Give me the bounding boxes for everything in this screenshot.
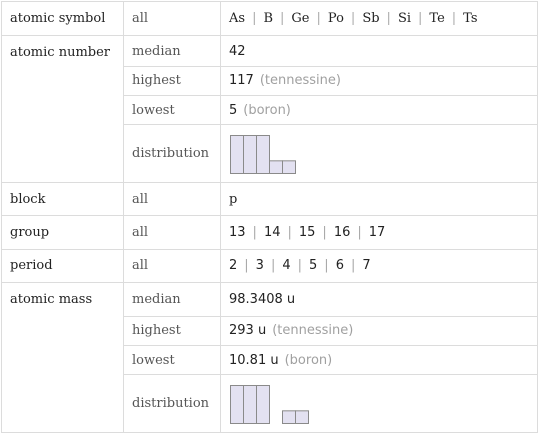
histogram-bar — [231, 385, 244, 423]
value-cell — [221, 96, 538, 125]
property-label: atomic mass — [10, 292, 93, 308]
subproperty-cell — [124, 36, 221, 66]
subproperty-label: all — [132, 191, 149, 207]
subproperty-cell — [124, 2, 221, 36]
value-cell — [221, 375, 538, 433]
list-item: As — [229, 11, 246, 27]
property-label: period — [10, 258, 53, 274]
value-cell — [221, 316, 538, 345]
separator: | — [324, 258, 329, 274]
histogram-bar — [257, 135, 270, 173]
property-cell — [2, 283, 124, 433]
separator: | — [418, 11, 423, 27]
property-cell — [2, 2, 124, 36]
list-item: Po — [327, 11, 344, 27]
property-cell — [2, 216, 124, 249]
value-cell — [221, 183, 538, 216]
group-list — [229, 225, 385, 240]
lowest-note: (boron) — [284, 352, 333, 368]
separator: | — [252, 225, 257, 241]
list-item: 6 — [335, 258, 344, 274]
list-item: 13 — [229, 225, 246, 241]
histogram-bar — [231, 135, 244, 173]
property-label: block — [10, 191, 46, 207]
subproperty-cell — [124, 96, 221, 125]
separator: | — [270, 258, 276, 274]
histogram-bar — [244, 385, 257, 423]
list-item: 15 — [298, 225, 316, 241]
separator: | — [350, 258, 356, 274]
property-label: atomic symbol — [10, 11, 106, 27]
element-properties-table — [1, 1, 538, 433]
list-item: 14 — [263, 225, 281, 241]
subproperty-cell — [124, 216, 221, 249]
subproperty-label: lowest — [132, 352, 175, 368]
subproperty-cell — [124, 345, 221, 374]
highest-note: (tennessine) — [272, 323, 354, 339]
separator: | — [244, 258, 249, 274]
subproperty-cell — [124, 375, 221, 433]
property-cell — [2, 36, 124, 183]
median-value: 98.3408 — [229, 291, 283, 307]
subproperty-cell — [124, 183, 221, 216]
value-cell — [221, 36, 538, 66]
unit-label: u — [257, 323, 267, 339]
separator: | — [280, 11, 285, 27]
value-cell — [221, 216, 538, 249]
subproperty-label: highest — [132, 323, 181, 339]
median-value: 42 — [229, 43, 246, 59]
table-row — [2, 216, 538, 249]
subproperty-label: highest — [132, 73, 181, 89]
list-item: Sb — [362, 11, 380, 27]
value-cell — [221, 2, 538, 36]
subproperty-cell — [124, 125, 221, 183]
list-item: Te — [429, 11, 445, 27]
period-list — [229, 258, 371, 273]
histogram-bar — [283, 410, 296, 423]
symbol-list — [229, 11, 478, 26]
table-row — [2, 249, 538, 282]
unit-label: u — [286, 291, 296, 307]
unit-label: u — [270, 352, 279, 368]
subproperty-label: distribution — [132, 396, 210, 412]
lowest-note: (boron) — [243, 102, 291, 118]
value-cell — [221, 283, 538, 316]
histogram-bar — [257, 385, 270, 423]
highest-value: 293 — [229, 323, 254, 339]
list-item: Si — [397, 11, 412, 27]
lowest-value: 10.81 — [229, 352, 267, 368]
subproperty-cell — [124, 283, 221, 316]
property-cell — [2, 183, 124, 216]
subproperty-cell — [124, 66, 221, 95]
block-value: p — [229, 191, 238, 207]
histogram-bar — [296, 410, 309, 423]
property-cell — [2, 249, 124, 282]
separator: | — [316, 11, 321, 27]
separator: | — [451, 11, 457, 27]
separator: | — [252, 11, 257, 27]
list-item: 16 — [333, 225, 351, 241]
list-item: 5 — [309, 258, 318, 274]
list-item: 7 — [362, 258, 371, 274]
separator: | — [297, 258, 303, 274]
list-item: 4 — [282, 258, 291, 274]
subproperty-label: median — [132, 43, 181, 59]
subproperty-label: distribution — [132, 146, 210, 162]
atomic-number-histogram — [229, 133, 309, 175]
subproperty-label: all — [132, 258, 149, 274]
histogram-bar — [270, 161, 283, 174]
property-label: group — [10, 225, 50, 241]
subproperty-label: lowest — [132, 102, 175, 118]
separator: | — [322, 225, 327, 241]
value-cell — [221, 345, 538, 374]
separator: | — [386, 11, 391, 27]
list-item: Ge — [291, 11, 310, 27]
value-cell — [221, 249, 538, 282]
value-cell — [221, 125, 538, 183]
highest-note: (tennessine) — [259, 73, 341, 89]
list-item: 3 — [255, 258, 264, 274]
histogram-bar — [283, 161, 296, 174]
separator: | — [350, 11, 356, 27]
subproperty-label: all — [132, 225, 149, 241]
list-item: 2 — [229, 258, 238, 274]
list-item: B — [263, 11, 274, 27]
highest-value: 117 — [229, 73, 254, 89]
table-row — [2, 36, 538, 66]
table-row — [2, 2, 538, 36]
subproperty-label: all — [132, 11, 149, 27]
table-row — [2, 283, 538, 316]
atomic-mass-histogram — [229, 383, 309, 425]
value-cell — [221, 66, 538, 95]
subproperty-label: median — [132, 291, 181, 307]
subproperty-cell — [124, 316, 221, 345]
lowest-value: 5 — [229, 102, 238, 118]
table-row — [2, 183, 538, 216]
list-item: Ts — [463, 11, 478, 27]
separator: | — [357, 225, 362, 241]
list-item: 17 — [368, 225, 386, 241]
property-label: atomic number — [10, 45, 111, 61]
histogram-bar — [244, 135, 257, 173]
subproperty-cell — [124, 249, 221, 282]
separator: | — [287, 225, 292, 241]
